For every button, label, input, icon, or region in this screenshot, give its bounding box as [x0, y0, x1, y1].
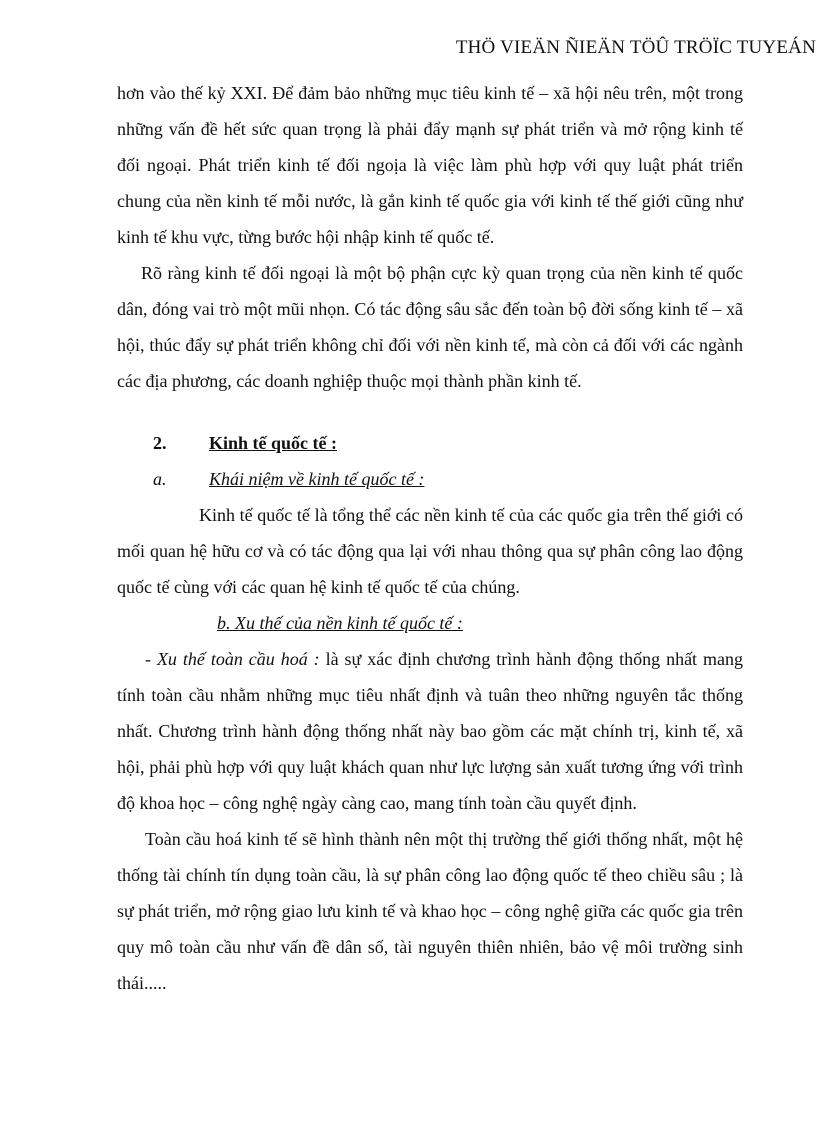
document-body: [117, 75, 743, 1001]
globalization-lead: - Xu thế toàn cầu hoá :: [145, 649, 320, 669]
subsection-heading-b: [117, 605, 743, 641]
page-header: THÖ VIEÄN ÑIEÄN TÖÛ TRÖÏC TUYEÁN: [455, 37, 816, 58]
paragraph-definition: Kinh tế quốc tế là tổng thể các nền kinh tế của các quốc gia trên thế giới có mối quan hệ hữu cơ và có tác động qua lại với nhau thông qua sự phân công lao động quốc tế cùng với các quan hệ kinh tế quốc tế của chúng.: [117, 505, 743, 597]
subsection-a-label: a.: [153, 469, 167, 489]
globalization-body: là sự xác định chương trình hành động thống nhất mang tính toàn cầu nhằm những mục tiêu nhất định và tuân theo những nguyên tắc thống nhất. Chương trình hành động thống nhất này bao gồm các mặt chính trị, kinh tế, xã hội, phải phù hợp với quy luật khách quan như lực lượng sản xuất tương ứng với trình độ khoa học – công nghệ ngày càng cao, mang tính toàn cầu quyết định.: [117, 649, 743, 813]
paragraph-intro-continuation: hơn vào thế kỷ XXI. Để đảm bảo những mục tiêu kinh tế – xã hội nêu trên, một trong những vấn đề hết sức quan trọng là phải đẩy mạnh sự phát triển và mở rộng kinh tế đối ngoại. Phát triển kinh tế đối ngoịa là việc làm phù hợp với quy luật phát triển chung của nền kinh tế mỗi nước, là gắn kinh tế quốc gia với kinh tế thế giới cũng như kinh tế khu vực, từng bước hội nhập kinh tế quốc tế.: [117, 83, 743, 247]
section-number: 2.: [153, 433, 167, 453]
subsection-heading-a: [117, 461, 743, 497]
paragraph-foreign-economy-role: Rõ ràng kinh tế đối ngoại là một bộ phận cực kỳ quan trọng của nền kinh tế quốc dân, đóng vai trò một mũi nhọn. Có tác động sâu sắc đến toàn bộ đời sống kinh tế – xã hội, thúc đẩy sự phát triển không chỉ đối với nền kinh tế, mà còn cả đối với các ngành các địa phương, các doanh nghiệp thuộc mọi thành phần kinh tế.: [117, 263, 743, 391]
paragraph-gap: [117, 399, 743, 425]
section-title: Kinh tế quốc tế :: [209, 433, 337, 453]
section-heading-2: [117, 425, 743, 461]
paragraph-globalization-effects: Toàn cầu hoá kinh tế sẽ hình thành nên một thị trường thế giới thống nhất, một hệ thống tài chính tín dụng toàn cầu, là sự phân công lao động quốc tế theo chiều sâu ; là sự phát triển, mở rộng giao lưu kinh tế và khao học – công nghệ giữa các quốc gia trên quy mô toàn cầu như vấn đề dân số, tài nguyên thiên nhiên, bảo vệ môi trường sinh thái.....: [117, 829, 743, 993]
subsection-b-title: b. Xu thế của nền kinh tế quốc tế :: [217, 613, 463, 633]
subsection-a-title: Khái niệm về kinh tế quốc tế :: [209, 469, 425, 489]
paragraph-globalization-trend: [117, 641, 743, 821]
